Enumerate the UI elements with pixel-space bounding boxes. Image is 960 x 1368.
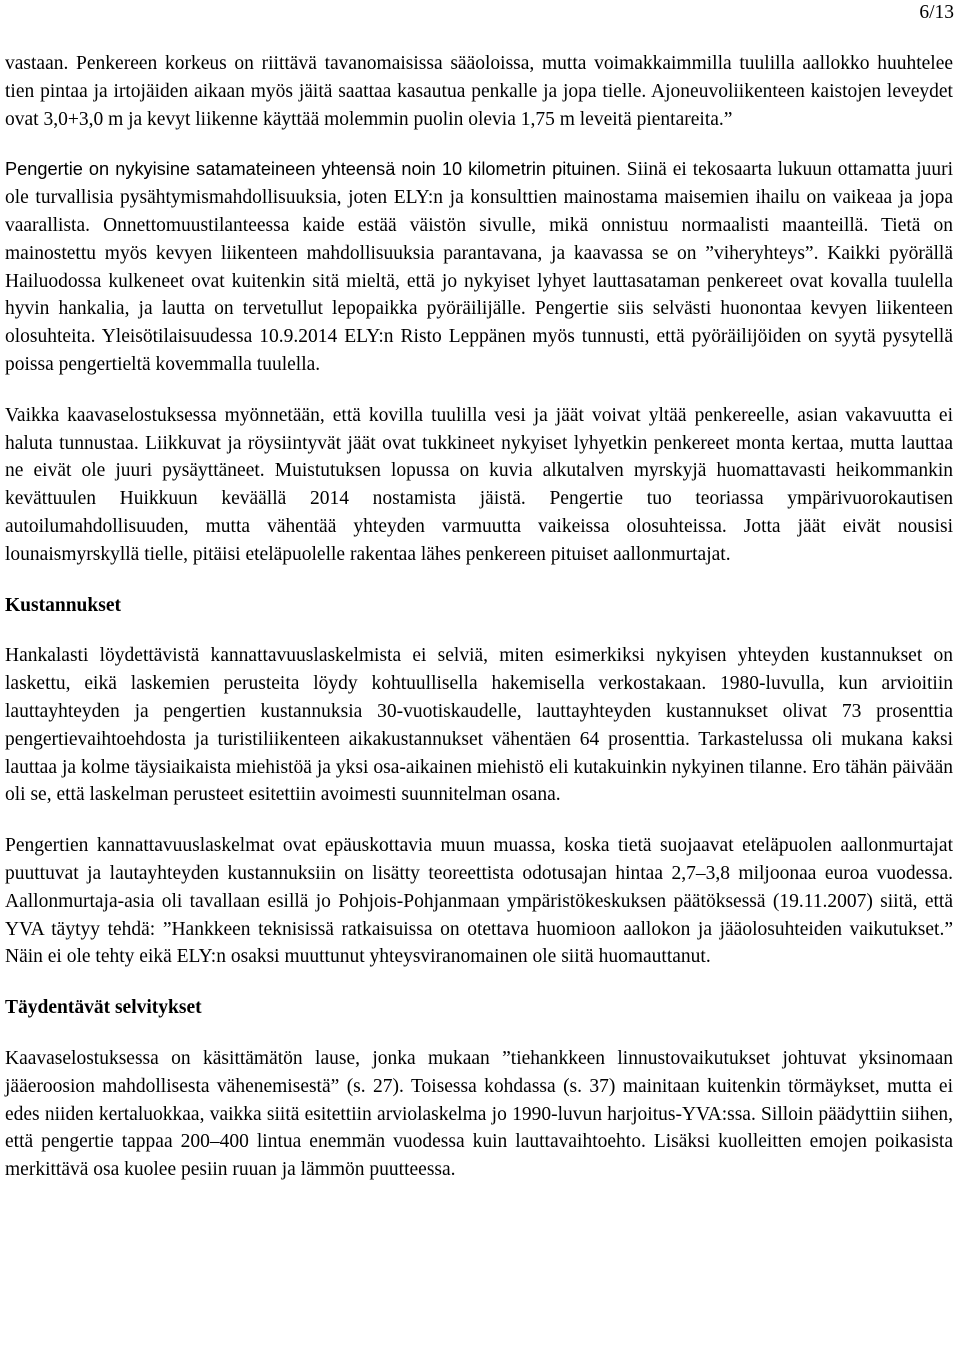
quote-text-part1: vastaan. Penkereen korkeus on riittävä tavanomaisissa sääoloissa, mutta voimakkaimmilla tuulilla aallokko huuhtelee tien pintaa ja irtojäiden aikaan myös jäitä saattaa kasautua penkalle ja jopa tielle. xyxy=(5,53,953,102)
body-paragraph: Pengertien kannattavuuslaskelmat ovat epäuskottavia muun muassa, koska tietä suojaavat eteläpuolen aallonmurtajat puuttuvat ja lautayhteyden kustannuksiin on lisätty teoreettista odotusajan hintaa 2,7–3,8 miljoonaa euroa vuodessa. Aallonmurtaja-asia oli tavallaan esillä jo Pohjois-Pohjanmaan ympäristökeskuksen päätöksessä (19.11.2007) siitä, että YVA täytyy tehdä: ”Hankkeen teknisissä ratkaisuissa on otettava huomioon aallokon ja jääolosuhteiden vaikutukset.” Näin ei ole tehty eikä ELY:n osaksi muuttunut yhteysviranomainen ole siitä huomauttanut. xyxy=(5,835,953,968)
paragraph-lead-sentence: Pengertie on nykyisine satamateineen yhteensä noin 10 kilometrin pituinen. xyxy=(5,159,621,180)
section-heading-studies: Täydentävät selvitykset xyxy=(5,997,202,1019)
quote-text-part2: Ajoneuvoliikenteen kaistojen leveydet ovat 3,0+3,0 m ja kevyt liikenne käyttää molemmin puolin olevia 1,75 m leveitä pientareita.” xyxy=(5,80,953,130)
page-number: 6/13 xyxy=(919,2,954,23)
paragraph-text: Siinä ei tekosaarta lukuun ottamatta juuri ole turvallisia pysähtymismahdollisuuksia, joten ELY:n ja konsulttien mainostama maisemien ihailu on vaikeaa ja jopa vaarallista. Onnettomuustilanteessa kaide estää väistön sivulle, mikä onnistuu normaalisti maanteillä. Tietä on mainostettu myös kevyen liikenteen mahdollisuuksia parantavana, ja kaavassa se on ”viheryhteys”. Kaikki pyörällä Hailuodossa kulkeneet ovat kuitenkin sitä mieltä, että jo nykyiset lyhyet lauttasataman penkereet ovat kovalla tuulella hyvin hankalia, ja lautta on tervetullut lepopaikka pyöräilijälle. Pengertie siis selvästi huonontaa kevyen liikenteen olosuhteita. Yleisötilaisuudessa 10.9.2014 ELY:n Risto Leppänen myös tunnusti, että pyöräilijöiden on syytä pysytellä poissa pengertieltä kovemmalla tuulella. xyxy=(5,159,953,375)
body-paragraph: Hankalasti löydettävistä kannattavuuslaskelmista ei selviä, miten esimerkiksi nykyisen yhteyden kustannukset on laskettu, eikä laskemien perusteita löydy kohtuullisella hakemisella verkostakaan. 1980-luvulla, kun arvioitiin lauttayhteyden ja pengertien kustannuksia 30-vuotiskaudelle, lauttayhteyden kustannukset olivat 73 prosenttia pengertievaihtoehdosta ja turistiliikenteen aikakustannukset vähentäen 64 prosenttia. Tarkastelussa oli mukana kaksi lauttaa ja kolme täysiaikaista miehistöä ja yksi osa-aikainen miehistö eli kutakuinkin nykyinen tilanne. Ero tähän päivään oli se, että laskelman perusteet esitettiin avoimesti suunnitelman osana. xyxy=(5,645,953,806)
section-heading-costs: Kustannukset xyxy=(5,594,121,616)
document-body xyxy=(5,50,953,1184)
body-paragraph: Kaavaselostuksessa on käsittämätön lause, jonka mukaan ”tiehankkeen linnustovaikutukset johtuvat yksinomaan jääeroosion mahdollisesta vähenemisestä” (s. 27). Toisessa kohdassa (s. 37) mainitaan kuitenkin törmäykset, mutta ei edes niiden kertaluokkaa, vaikka siitä esitettiin arviolaskelma jo 1990-luvun harjoitus-YVA:ssa. Silloin päädyttiin siihen, että pengertie tappaa 200–400 lintua enemmän vuodessa kuin lauttavaihtoehto. Lisäksi kuolleitten emojen poikasista merkittävä osa kuolee pesiin ruuan ja lämmön puutteessa. xyxy=(5,1047,953,1181)
body-paragraph xyxy=(5,156,953,378)
quoted-paragraph xyxy=(5,50,953,133)
body-paragraph: Vaikka kaavaselostuksessa myönnetään, että kovilla tuulilla vesi ja jäät voivat yltää penkereelle, asian vakavuutta ei haluta tunnustaa. Liikkuvat ja röysiintyvät jäät ovat tukkineet nykyiset lyhyetkin penkereet monta kertaa, mutta lauttaa ne eivät ole juuri pysäyttäneet. Muistutuksen lopussa on kuvia alkutalven myrskyjä huomattavasti heikommankin kevättuulen Huikkuun keväällä 2014 nostamista jäistä. Pengertie tuo teoriassa ympärivuorokautisen autoilumahdollisuuden, mutta vähentää yhteyden varmuutta vaikeissa olosuhteissa. Jotta jäät eivät nousisi lounaismyrskyllä tielle, pitäisi eteläpuolelle rakentaa lähes penkereen pituiset aallonmurtajat. xyxy=(5,404,953,565)
